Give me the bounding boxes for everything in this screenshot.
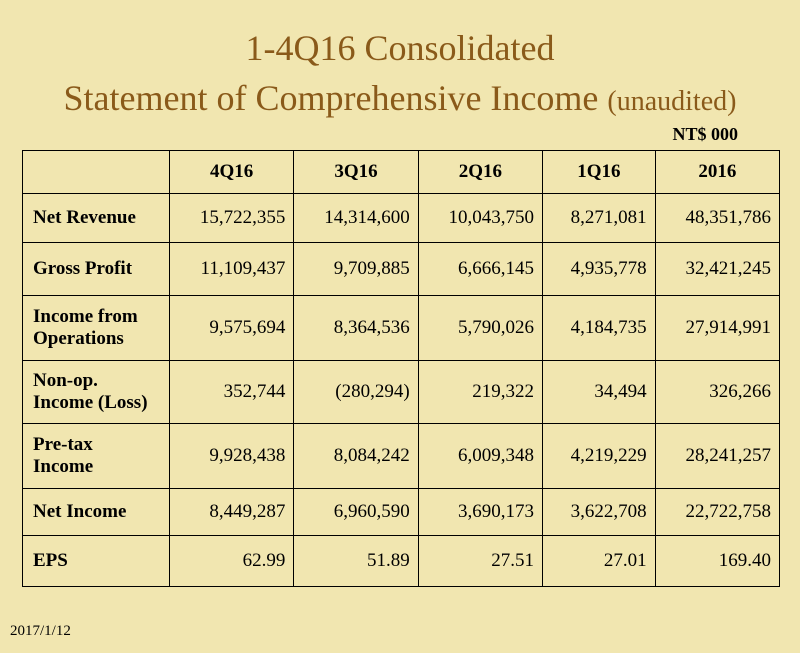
header-corner bbox=[23, 151, 170, 194]
table-row bbox=[23, 489, 780, 536]
column-header: 4Q16 bbox=[170, 151, 294, 194]
table-cell: 27.51 bbox=[418, 536, 542, 587]
column-header: 2016 bbox=[655, 151, 779, 194]
title-line-2 bbox=[0, 78, 800, 122]
table-cell: 9,928,438 bbox=[170, 424, 294, 489]
table-row bbox=[23, 536, 780, 587]
table-cell: 8,084,242 bbox=[294, 424, 418, 489]
table-cell: 4,935,778 bbox=[543, 243, 656, 296]
table-cell: 27,914,991 bbox=[655, 296, 779, 361]
table-cell: 4,184,735 bbox=[543, 296, 656, 361]
table-cell: 9,709,885 bbox=[294, 243, 418, 296]
row-label: Income from Operations bbox=[23, 296, 170, 361]
table-row bbox=[23, 194, 780, 243]
table-cell: 48,351,786 bbox=[655, 194, 779, 243]
table-cell: 22,722,758 bbox=[655, 489, 779, 536]
table-cell: 326,266 bbox=[655, 361, 779, 424]
table-row bbox=[23, 361, 780, 424]
table-cell: 6,009,348 bbox=[418, 424, 542, 489]
column-header: 1Q16 bbox=[543, 151, 656, 194]
table-cell: 51.89 bbox=[294, 536, 418, 587]
table-cell: 8,364,536 bbox=[294, 296, 418, 361]
table-cell: 10,043,750 bbox=[418, 194, 542, 243]
row-label: EPS bbox=[23, 536, 170, 587]
table-cell: 352,744 bbox=[170, 361, 294, 424]
table-cell: 219,322 bbox=[418, 361, 542, 424]
table-cell: 62.99 bbox=[170, 536, 294, 587]
table-cell: (280,294) bbox=[294, 361, 418, 424]
row-label: Net Revenue bbox=[23, 194, 170, 243]
header-row bbox=[23, 151, 780, 194]
table-cell: 4,219,229 bbox=[543, 424, 656, 489]
row-label: Non-op. Income (Loss) bbox=[23, 361, 170, 424]
row-label: Pre-tax Income bbox=[23, 424, 170, 489]
unit-label: NT$ 000 bbox=[672, 124, 738, 144]
table-cell: 8,271,081 bbox=[543, 194, 656, 243]
column-header: 3Q16 bbox=[294, 151, 418, 194]
table-cell: 27.01 bbox=[543, 536, 656, 587]
row-label: Net Income bbox=[23, 489, 170, 536]
table-cell: 34,494 bbox=[543, 361, 656, 424]
title-line-1: 1-4Q16 Consolidated bbox=[245, 28, 555, 68]
row-label: Gross Profit bbox=[23, 243, 170, 296]
table-cell: 169.40 bbox=[655, 536, 779, 587]
table-cell: 9,575,694 bbox=[170, 296, 294, 361]
table-cell: 32,421,245 bbox=[655, 243, 779, 296]
column-header: 2Q16 bbox=[418, 151, 542, 194]
table-cell: 11,109,437 bbox=[170, 243, 294, 296]
table-cell: 14,314,600 bbox=[294, 194, 418, 243]
income-statement-table bbox=[22, 150, 780, 587]
table-cell: 15,722,355 bbox=[170, 194, 294, 243]
table-row bbox=[23, 424, 780, 489]
title-main: Statement of Comprehensive Income bbox=[63, 78, 599, 118]
table-cell: 6,666,145 bbox=[418, 243, 542, 296]
table-cell: 3,690,173 bbox=[418, 489, 542, 536]
table-cell: 5,790,026 bbox=[418, 296, 542, 361]
table-row bbox=[23, 243, 780, 296]
table-cell: 3,622,708 bbox=[543, 489, 656, 536]
title-note: (unaudited) bbox=[607, 86, 737, 117]
table-cell: 8,449,287 bbox=[170, 489, 294, 536]
table-row bbox=[23, 296, 780, 361]
table-cell: 6,960,590 bbox=[294, 489, 418, 536]
table-cell: 28,241,257 bbox=[655, 424, 779, 489]
date-footer: 2017/1/12 bbox=[10, 623, 71, 639]
